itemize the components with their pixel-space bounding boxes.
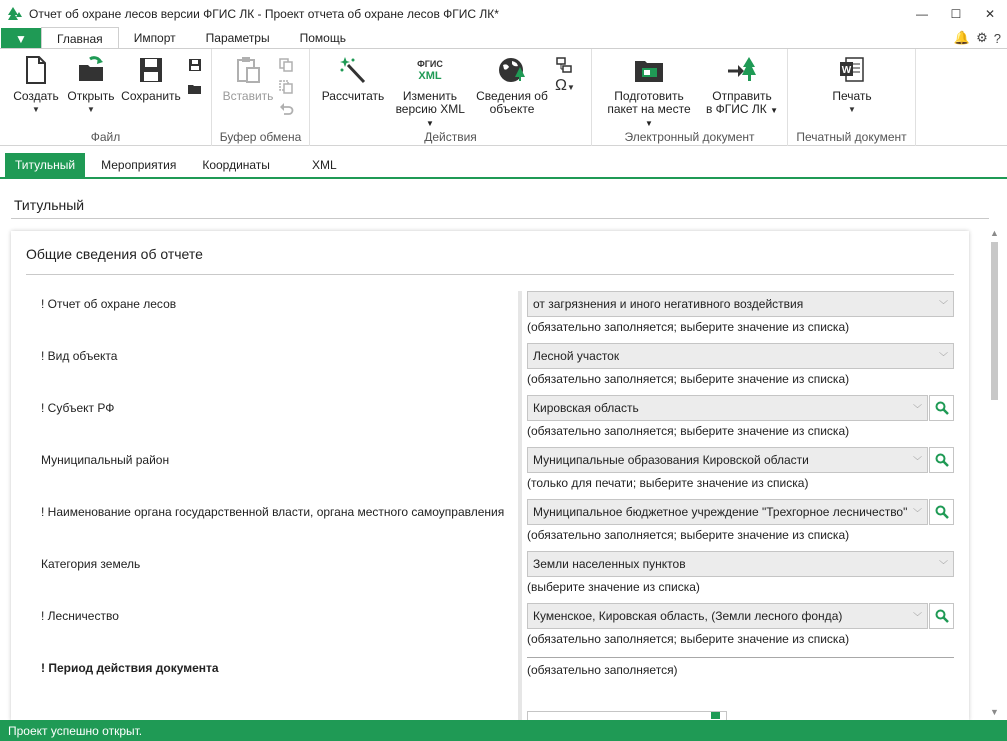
calculate-button[interactable]: Рассчитать xyxy=(320,55,386,103)
chevron-down-icon: ﹀ xyxy=(938,560,948,570)
tab-title-page[interactable]: Титульный xyxy=(5,153,85,177)
tab-parameters[interactable]: Параметры xyxy=(205,31,270,45)
region-search-button[interactable] xyxy=(929,395,954,421)
section-divider xyxy=(11,218,989,219)
group-file xyxy=(0,49,212,146)
save-disk-icon xyxy=(137,55,165,85)
create-button[interactable]: Создать ▼ xyxy=(12,55,60,116)
magic-wand-icon xyxy=(338,55,368,85)
svg-text:W: W xyxy=(841,65,852,76)
cut-icon[interactable] xyxy=(278,79,294,95)
minimize-button[interactable]: — xyxy=(916,6,928,21)
svg-text:XML: XML xyxy=(418,70,442,82)
ribbon xyxy=(0,48,1007,146)
land-category-select[interactable]: Земли населенных пунктов ﹀ xyxy=(527,551,954,577)
app-tree-icon xyxy=(7,6,23,22)
search-icon xyxy=(935,609,949,623)
close-button[interactable]: ✕ xyxy=(984,6,996,21)
authority-hint: (обязательно заполняется; выберите значение из списка) xyxy=(527,528,850,542)
authority-search-button[interactable] xyxy=(929,499,954,525)
tab-xml[interactable]: XML xyxy=(311,158,337,172)
tab-coordinates[interactable]: Координаты xyxy=(202,158,270,172)
search-icon xyxy=(935,453,949,467)
svg-text:ФГИС: ФГИС xyxy=(417,59,443,69)
forestry-search-button[interactable] xyxy=(929,603,954,629)
tab-import[interactable]: Импорт xyxy=(133,31,176,45)
status-bar xyxy=(0,720,1007,741)
municipal-district-hint: (только для печати; выберите значение из списка) xyxy=(527,476,809,490)
municipal-district-label: Муниципальный район xyxy=(41,453,170,467)
save-all-icon[interactable] xyxy=(187,80,203,96)
copy-icon[interactable] xyxy=(278,57,294,73)
usb-folder-icon xyxy=(633,55,665,85)
send-tree-icon xyxy=(726,55,758,85)
help-icon[interactable]: ? xyxy=(993,30,1001,46)
group-actions-label: Действия xyxy=(424,130,477,144)
special-chars-button[interactable]: Ω▼ xyxy=(555,77,575,94)
land-category-hint: (выберите значение из списка) xyxy=(527,580,700,594)
region-label: ! Субъект РФ xyxy=(41,401,115,415)
open-button[interactable]: Открыть ▼ xyxy=(66,55,116,116)
paste-clipboard-icon xyxy=(233,55,263,85)
search-icon xyxy=(935,401,949,415)
open-folder-icon xyxy=(76,55,106,85)
search-icon xyxy=(935,505,949,519)
chevron-down-icon: ﹀ xyxy=(912,456,922,466)
validity-period-label: ! Период действия документа xyxy=(41,661,219,675)
period-divider xyxy=(527,657,954,658)
save-as-icon[interactable] xyxy=(187,57,203,73)
chevron-down-icon: ﹀ xyxy=(912,612,922,622)
land-category-label: Категория земель xyxy=(41,557,141,571)
bell-icon[interactable]: 🔔 xyxy=(953,30,971,45)
group-edoc-label: Электронный документ xyxy=(624,130,755,144)
calendar-icon[interactable] xyxy=(711,712,720,719)
scroll-thumb[interactable] xyxy=(991,242,998,400)
ribbon-tabs xyxy=(0,27,1007,49)
scroll-up-icon[interactable]: ▲ xyxy=(990,228,999,238)
card-title: Общие сведения об отчете xyxy=(26,246,203,262)
forestry-hint: (обязательно заполняется; выберите значение из списка) xyxy=(527,632,850,646)
new-document-icon xyxy=(22,55,50,85)
document-tabs xyxy=(0,153,1007,179)
column-splitter[interactable] xyxy=(518,291,522,721)
report-type-hint: (обязательно заполняется; выберите значение из списка) xyxy=(527,320,850,334)
section-title: Титульный xyxy=(14,197,85,213)
title-bar xyxy=(0,0,1007,27)
group-clipboard xyxy=(212,49,310,146)
globe-tree-icon xyxy=(497,55,527,85)
undo-icon[interactable] xyxy=(278,101,294,117)
send-fgis-button[interactable]: Отправить в ФГИС ЛК ▼ xyxy=(702,55,782,117)
scroll-down-icon[interactable]: ▼ xyxy=(990,707,999,717)
region-select[interactable]: Кировская область ﹀ xyxy=(527,395,928,421)
chevron-down-icon: ﹀ xyxy=(912,404,922,414)
municipal-district-search-button[interactable] xyxy=(929,447,954,473)
tab-activities[interactable]: Мероприятия xyxy=(101,158,177,172)
card-divider xyxy=(26,274,954,275)
chevron-down-icon: ﹀ xyxy=(912,508,922,518)
chevron-down-icon: ﹀ xyxy=(938,352,948,362)
settings-icon[interactable]: ⚙ xyxy=(976,30,988,45)
authority-label: ! Наименование органа государственной власти, органа местного самоуправления xyxy=(41,505,505,519)
network-icon[interactable] xyxy=(556,57,572,73)
group-clipboard-label: Буфер обмена xyxy=(219,130,302,144)
file-menu-button[interactable]: ▼ xyxy=(1,28,41,49)
report-type-label: ! Отчет об охране лесов xyxy=(41,297,177,311)
paste-button[interactable]: Вставить xyxy=(220,55,276,103)
object-info-button[interactable]: Сведения об объекте xyxy=(474,55,550,116)
forestry-select[interactable]: Куменское, Кировская область, (Земли лесного фонда) ﹀ xyxy=(527,603,928,629)
print-button[interactable]: W Печать ▼ xyxy=(822,55,882,116)
tab-main[interactable]: Главная xyxy=(41,27,119,49)
group-edoc xyxy=(592,49,788,146)
object-type-hint: (обязательно заполняется; выберите значение из списка) xyxy=(527,372,850,386)
status-text: Проект успешно открыт. xyxy=(8,723,143,738)
window-title: Отчет об охране лесов версии ФГИС ЛК - Проект отчета об охране лесов ФГИС ЛК* xyxy=(29,6,499,21)
word-document-icon xyxy=(837,55,867,85)
municipal-district-select[interactable]: Муниципальные образования Кировской области ﹀ xyxy=(527,447,928,473)
forestry-label: ! Лесничество xyxy=(41,609,119,623)
region-hint: (обязательно заполняется; выберите значение из списка) xyxy=(527,424,850,438)
group-file-label: Файл xyxy=(90,130,121,144)
maximize-button[interactable]: ☐ xyxy=(950,6,962,21)
save-button[interactable]: Сохранить xyxy=(120,55,182,103)
report-type-select[interactable]: от загрязнения и иного негативного воздействия ﹀ xyxy=(527,291,954,317)
object-type-select[interactable]: Лесной участок ﹀ xyxy=(527,343,954,369)
group-actions xyxy=(310,49,592,146)
general-info-card xyxy=(11,231,969,721)
validity-period-hint: (обязательно заполняется) xyxy=(527,663,678,677)
change-xml-version-button[interactable]: ФГИС XML Изменить версию XML ▼ xyxy=(390,55,470,130)
object-type-label: ! Вид объекта xyxy=(41,349,118,363)
vertical-scrollbar[interactable] xyxy=(988,226,1002,719)
group-print xyxy=(788,49,916,146)
chevron-down-icon: ﹀ xyxy=(938,300,948,310)
group-print-label: Печатный документ xyxy=(796,130,907,144)
tab-help[interactable]: Помощь xyxy=(299,31,346,45)
fgis-xml-icon xyxy=(413,55,447,85)
prepare-package-button[interactable]: Подготовить пакет на месте ▼ xyxy=(604,55,694,130)
authority-select[interactable]: Муниципальное бюджетное учреждение "Трехгорное лесничество" ﹀ xyxy=(527,499,928,525)
